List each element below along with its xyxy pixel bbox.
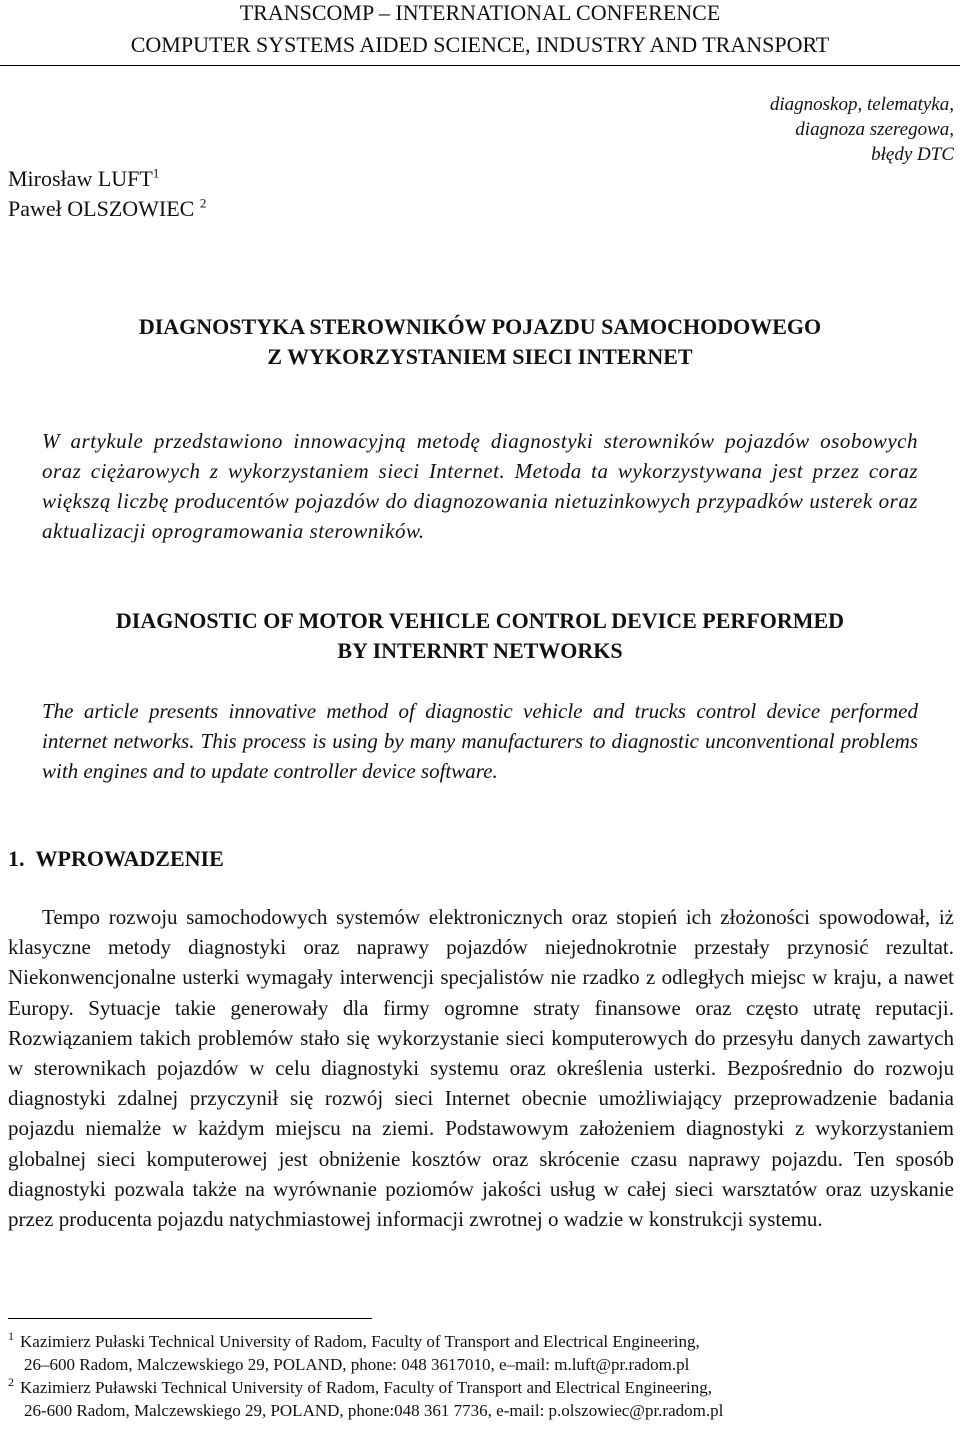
authors (8, 164, 206, 224)
section-title: WPROWADZENIE (35, 846, 224, 871)
footnote-line (8, 1376, 954, 1399)
title-line: DIAGNOSTIC OF MOTOR VEHICLE CONTROL DEVICE PERFORMED (115, 608, 845, 633)
author-footnote-mark: 2 (199, 195, 207, 211)
keywords (770, 92, 954, 167)
paper-title-polish (0, 312, 960, 372)
author-name: Mirosław LUFT (8, 166, 153, 191)
section-heading (8, 844, 224, 874)
footnote-line: 26–600 Radom, Malczewskiego 29, POLAND, phone: 048 3617010, e–mail: m.luft@pr.radom.pl (24, 1355, 690, 1374)
footnote-text: Kazimierz Pułaski Technical University of Radom, Faculty of Transport and Electrical Engineering, (20, 1332, 700, 1351)
body-paragraph (8, 902, 954, 1234)
title-line: BY INTERNRT NETWORKS (337, 638, 623, 663)
body-text: Tempo rozwoju samochodowych systemów elektronicznych oraz stopień ich złożoności spowodował, iż klasyczne metody diagnostyki oraz naprawy pojazdów niejednokrotnie przestały przynosić rezultat. Niekonwencjonalne usterki wymagały interwencji specjalistów nie rzadko z odległych miejsc w kraju, a nawet Europy. Sytuacje takie generowały dla firmy ogromne straty finansowe oraz często utratę reputacji. Rozwiązaniem takich problemów stało się wykorzystanie sieci komputerowych do przesyłu danych zawartych w sterownikach pojazdów w celu diagnostyki systemu oraz określenia usterki. Bezpośrednio do rozwoju diagnostyki zdalnej przyczynił się rozwój sieci Internet obecnie umożliwiający przeprowadzenie badania pojazdu niemalże w każdym miejscu na ziemi. Podstawowym założeniem diagnostyki z wykorzystaniem globalnej sieci komputerowej jest obniżenie kosztów oraz skrócenie czasu naprawy pojazdu. Ten sposób diagnostyki pozwala także na wyrównanie poziomów jakości usług w całej sieci warsztatów oraz uzyskanie przez producenta pojazdu natychmiastowej informacji zwrotnej o wadzie w konstrukcji systemu. (8, 905, 954, 1232)
footnotes (8, 1330, 954, 1422)
footnote-mark: 2 (8, 1375, 14, 1390)
footnote-rule (8, 1318, 372, 1319)
keyword-line: diagnoskop, telematyka, (769, 94, 954, 115)
keyword-line: błędy DTC (871, 144, 954, 165)
author-footnote-mark: 1 (152, 165, 160, 181)
footnote-mark: 1 (8, 1329, 14, 1344)
abstract-english: The article presents innovative method of diagnostic vehicle and trucks control device performed internet networks. This process is using by many manufacturers to diagnostic unconventional problems with engines and to update controller device software. (42, 699, 918, 783)
footnote-line: 26-600 Radom, Malczewskiego 29, POLAND, phone:048 361 7736, e-mail: p.olszowiec@pr.radom.pl (24, 1401, 724, 1420)
abstract-polish: W artykule przedstawiono innowacyjną metodę diagnostyki sterowników pojazdów osobowych oraz ciężarowych z wykorzystaniem sieci Internet. Metoda ta wykorzystywana jest przez coraz większą liczbę producentów pojazdów do diagnozowania nietuzinkowych przypadków usterek oraz aktualizacji oprogramowania sterowników. (42, 429, 918, 543)
title-line: Z WYKORZYSTANIEM SIECI INTERNET (267, 344, 693, 369)
author-name: Paweł OLSZOWIEC (8, 196, 195, 221)
keyword-line: diagnoza szeregowa, (795, 119, 954, 140)
footnote-text: Kazimierz Puławski Technical University of Radom, Faculty of Transport and Electrical Engineering, (20, 1378, 713, 1397)
header-rule (0, 65, 960, 66)
title-line: DIAGNOSTYKA STEROWNIKÓW POJAZDU SAMOCHODOWEGO (138, 314, 822, 339)
conference-subtitle: COMPUTER SYSTEMS AIDED SCIENCE, INDUSTRY AND TRANSPORT (130, 32, 830, 57)
conference-name: TRANSCOMP – INTERNATIONAL CONFERENCE (239, 0, 721, 25)
footnote-line (8, 1330, 954, 1353)
author (8, 194, 206, 224)
section-number: 1. (8, 846, 25, 871)
author (8, 164, 206, 194)
paper-title-english (0, 606, 960, 666)
